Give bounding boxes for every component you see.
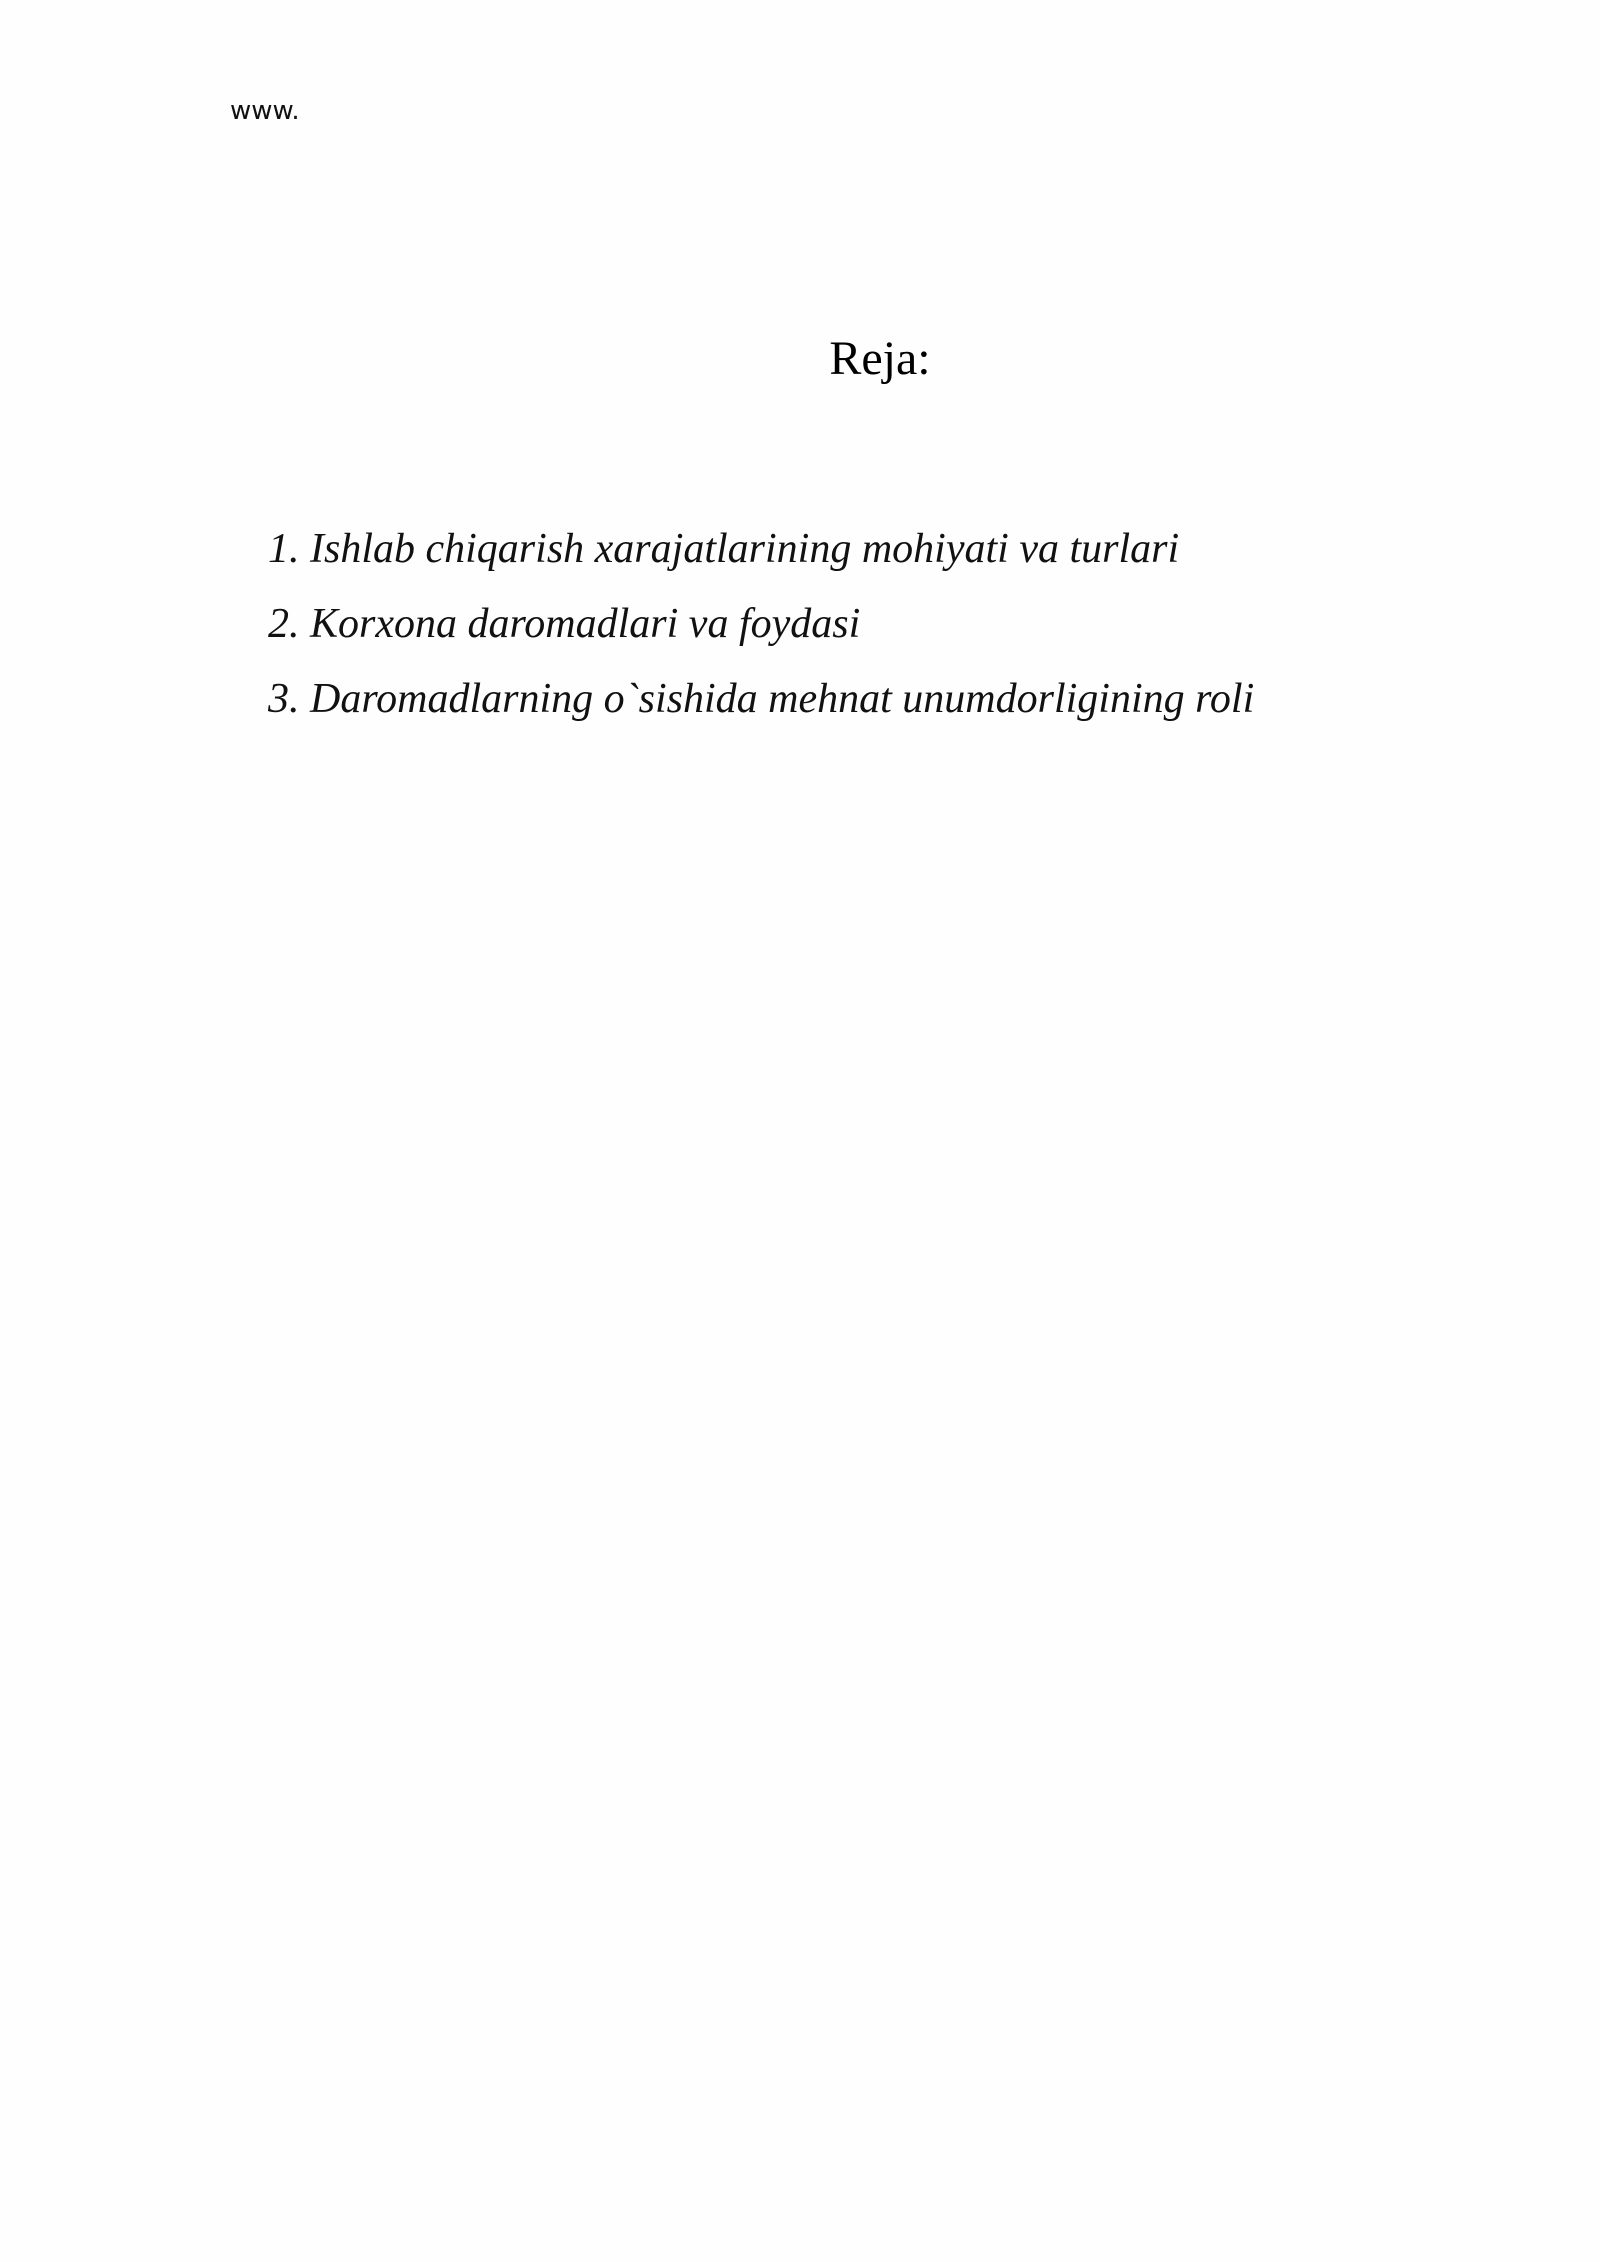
plan-item-2: 2. Korxona daromadlari va foydasi: [268, 601, 861, 647]
plan-item-3: 3. Daromadlarning o`sishida mehnat unumdorligining roli: [268, 676, 1255, 722]
plan-item-1: 1. Ishlab chiqarish xarajatlarining mohiyati va turlari: [268, 526, 1180, 572]
page-title: Reja:: [829, 332, 931, 385]
header-url-text: www.: [230, 96, 300, 126]
plan-list: [268, 512, 1254, 737]
